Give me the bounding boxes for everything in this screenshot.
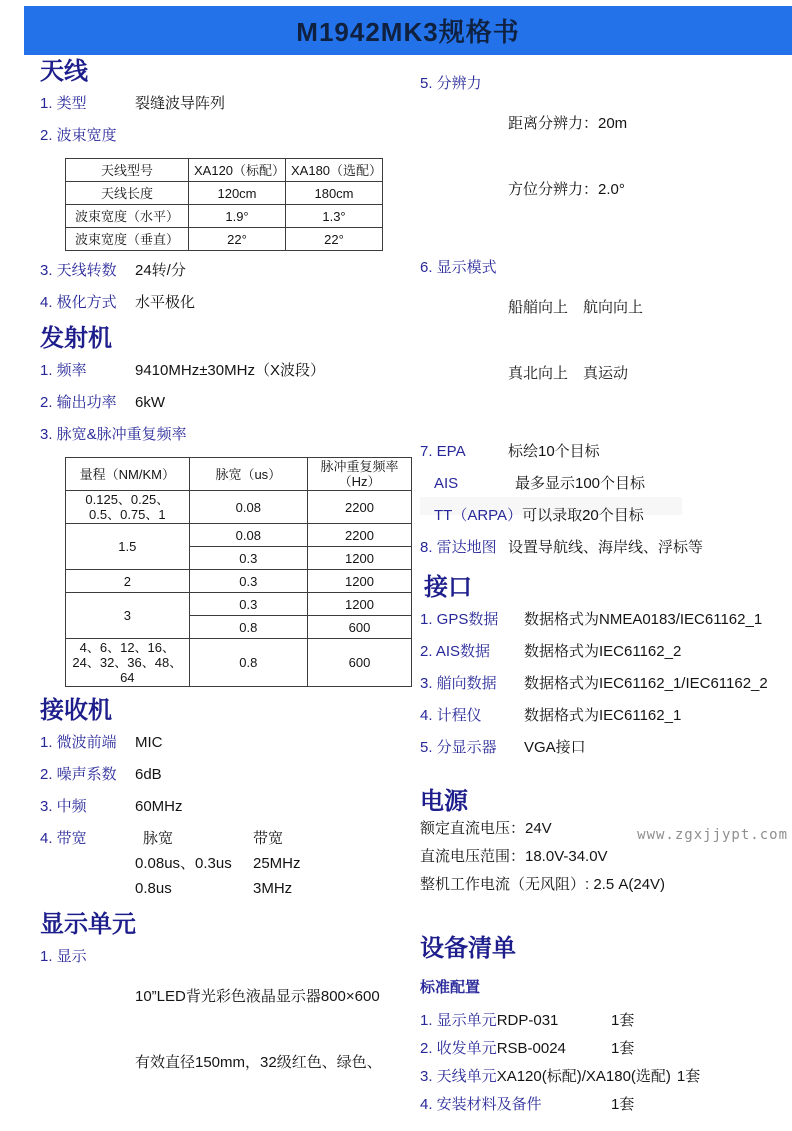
noise-figure-row <box>40 765 412 785</box>
gps-data-label: 1. GPS数据 <box>420 611 499 628</box>
equipment-item-qty: 1套 <box>611 1040 635 1057</box>
table-cell: 0.3 <box>189 547 307 570</box>
bandwidth-label: 4. 带宽 <box>40 830 87 847</box>
table-cell: 天线长度 <box>66 182 189 205</box>
epa-label: 7. EPA <box>420 443 466 460</box>
equipment-item-text <box>420 1067 671 1087</box>
heading-data-value: 数据格式为IEC61162_1/IEC61162_2 <box>524 675 768 692</box>
right-column <box>420 74 792 1123</box>
resolution-value <box>508 74 627 246</box>
output-power-row <box>40 393 412 413</box>
bw-pulse-value: 0.08us、0.3us <box>135 855 232 872</box>
display-value-line1: 10”LED背光彩色液晶显示器800×600 <box>135 988 380 1005</box>
display-value-line2: 有效直径150mm，32级红色、绿色、 <box>135 1054 382 1071</box>
table-cell: 量程（NM/KM） <box>66 458 190 491</box>
table-row <box>66 524 412 547</box>
bw-bandwidth-value: 3MHz <box>253 880 293 897</box>
table-cell: 0.8 <box>189 639 307 687</box>
standard-config-subheading: 标准配置 <box>420 979 481 996</box>
voltage-range-line: 直流电压范围：18.0V-34.0V <box>420 848 608 865</box>
table-row <box>66 491 412 524</box>
display-label: 1. 显示 <box>40 948 87 965</box>
table-cell: 0.08 <box>189 491 307 524</box>
table-cell: 0.3 <box>189 593 307 616</box>
beam-width-label: 2. 波束宽度 <box>40 127 117 144</box>
antenna-rotation-label: 3. 天线转数 <box>40 262 117 279</box>
sub-display-value: VGA接口 <box>524 739 586 756</box>
log-row <box>420 706 792 726</box>
resolution-label: 5. 分辨力 <box>420 75 482 92</box>
equipment-item-label: 3. 天线单元 <box>420 1068 497 1085</box>
equipment-item-transceiver-unit <box>420 1039 792 1059</box>
section-power-heading: 电源 <box>420 788 468 815</box>
equipment-item-text <box>420 1095 605 1115</box>
ais-label: AIS <box>434 475 459 492</box>
table-row <box>66 639 412 687</box>
beam-width-table <box>65 158 383 251</box>
equipment-item-model: XA120(标配)/XA180(选配) <box>496 1068 671 1085</box>
beam-width-row <box>40 126 412 146</box>
noise-figure-label: 2. 噪声系数 <box>40 766 117 783</box>
table-cell: 1.9° <box>189 205 286 228</box>
table-cell: 1.5 <box>66 524 190 570</box>
table-row <box>66 205 383 228</box>
display-mode-row <box>420 258 792 430</box>
table-cell: 120cm <box>189 182 286 205</box>
table-cell: XA180（选配） <box>286 159 383 182</box>
table-cell: 波束宽度（水平） <box>66 205 189 228</box>
antenna-rotation-value: 24转/分 <box>135 262 186 279</box>
table-row <box>66 228 383 251</box>
section-interface-heading: 接口 <box>424 574 472 601</box>
table-cell: 脉冲重复频率（Hz） <box>308 458 412 491</box>
table-cell: 4、6、12、16、24、32、36、48、64 <box>66 639 190 687</box>
working-current-line: 整机工作电流（无风阻）: 2.5 A(24V) <box>420 876 666 893</box>
heading-data-label: 3. 艏向数据 <box>420 675 497 692</box>
table-cell: 600 <box>308 616 412 639</box>
equipment-item-text <box>420 1039 605 1059</box>
table-cell: 脉宽（us） <box>189 458 307 491</box>
table-row <box>66 570 412 593</box>
table-cell: 2200 <box>308 524 412 547</box>
frontend-value: MIC <box>135 734 163 751</box>
bearing-resolution: 方位分辨力：2.0° <box>508 181 625 198</box>
frontend-label: 1. 微波前端 <box>40 734 117 751</box>
section-receiver-heading: 接收机 <box>40 697 112 724</box>
section-display-unit-heading: 显示单元 <box>40 911 136 938</box>
table-cell: 波束宽度（垂直） <box>66 228 189 251</box>
radar-map-row <box>420 538 792 558</box>
pulse-table <box>65 457 412 687</box>
table-row <box>66 458 412 491</box>
table-cell: 1.3° <box>286 205 383 228</box>
gps-data-row <box>420 610 792 630</box>
tt-arpa-value: 可以录取20个目标 <box>522 507 644 524</box>
table-cell: 22° <box>189 228 286 251</box>
table-cell: 0.08 <box>189 524 307 547</box>
display-mode-label: 6. 显示模式 <box>420 259 497 276</box>
ais-data-value: 数据格式为IEC61162_2 <box>524 643 682 660</box>
bw-col-pulse-header: 脉宽 <box>143 830 174 847</box>
table-cell: 2 <box>66 570 190 593</box>
bandwidth-row <box>40 829 412 899</box>
log-value: 数据格式为IEC61162_1 <box>524 707 682 724</box>
display-mode-line2: 真北向上 真运动 <box>508 365 629 382</box>
bw-col-bandwidth-header: 带宽 <box>253 830 284 847</box>
output-power-label: 2. 输出功率 <box>40 394 117 411</box>
equipment-item-text <box>420 1011 605 1031</box>
watermark-url: www.zgxjjypt.com <box>637 827 788 843</box>
frequency-value: 9410MHz±30MHz（X波段） <box>135 362 325 379</box>
display-mode-line1: 船艏向上 航向向上 <box>508 299 644 316</box>
antenna-type-label: 1. 类型 <box>40 95 87 112</box>
table-cell: 2200 <box>308 491 412 524</box>
bw-bandwidth-value: 25MHz <box>253 855 301 872</box>
table-row <box>66 159 383 182</box>
display-value <box>135 947 382 1119</box>
table-row <box>66 182 383 205</box>
if-row <box>40 797 412 817</box>
section-equipment-heading: 设备清单 <box>420 935 516 962</box>
ais-data-label: 2. AIS数据 <box>420 643 491 660</box>
frequency-label: 1. 频率 <box>40 362 87 379</box>
left-column <box>40 58 412 1131</box>
table-row <box>66 593 412 616</box>
noise-figure-value: 6dB <box>135 766 162 783</box>
equipment-item-antenna-unit <box>420 1067 792 1087</box>
ais-data-row <box>420 642 792 662</box>
table-cell: 天线型号 <box>66 159 189 182</box>
bandwidth-grid <box>135 829 301 899</box>
table-cell: XA120（标配） <box>189 159 286 182</box>
equipment-item-qty: 1套 <box>611 1096 635 1113</box>
antenna-rotation-row <box>40 261 412 281</box>
page-title: M1942MK3规格书 <box>296 17 520 47</box>
table-cell: 180cm <box>286 182 383 205</box>
equipment-item-label: 1. 显示单元 <box>420 1012 497 1029</box>
epa-value: 标绘10个目标 <box>508 443 600 460</box>
pulse-width-label: 3. 脉宽&脉冲重复频率 <box>40 426 187 443</box>
equipment-item-model: RDP-031 <box>496 1012 559 1029</box>
bw-pulse-value: 0.8us <box>135 880 172 897</box>
heading-data-row <box>420 674 792 694</box>
resolution-row <box>420 74 792 246</box>
table-cell: 0.125、0.25、0.5、0.75、1 <box>66 491 190 524</box>
if-value: 60MHz <box>135 798 183 815</box>
equipment-item-qty: 1套 <box>611 1012 635 1029</box>
frontend-row <box>40 733 412 753</box>
tt-arpa-row <box>420 506 792 526</box>
equipment-item-label: 2. 收发单元 <box>420 1040 497 1057</box>
ais-value: 最多显示100个目标 <box>515 475 646 492</box>
epa-row <box>420 442 792 462</box>
table-cell: 1200 <box>308 593 412 616</box>
title-bar <box>24 6 792 55</box>
if-label: 3. 中频 <box>40 798 87 815</box>
table-cell: 22° <box>286 228 383 251</box>
antenna-type-row <box>40 94 412 114</box>
section-antenna-heading: 天线 <box>40 58 88 85</box>
table-cell: 0.3 <box>189 570 307 593</box>
equipment-item-qty: 1套 <box>676 1068 701 1085</box>
radar-map-value: 设置导航线、海岸线、浮标等 <box>508 539 704 556</box>
rated-voltage-line: 额定直流电压：24V <box>420 820 552 837</box>
sub-display-label: 5. 分显示器 <box>420 739 497 756</box>
gps-data-value: 数据格式为NMEA0183/IEC61162_1 <box>524 611 763 628</box>
equipment-item-label: 4. 安装材料及备件 <box>420 1096 542 1113</box>
section-transmitter-heading: 发射机 <box>40 325 112 352</box>
range-resolution: 距离分辨力：20m <box>508 115 628 132</box>
output-power-value: 6kW <box>135 394 165 411</box>
antenna-type-value: 裂缝波导阵列 <box>135 95 226 112</box>
tt-arpa-label: TT（ARPA） <box>434 507 523 524</box>
display-row <box>40 947 412 1119</box>
polarization-value: 水平极化 <box>135 294 196 311</box>
ais-row <box>420 474 792 494</box>
sub-display-row <box>420 738 792 758</box>
equipment-item-display-unit <box>420 1011 792 1031</box>
frequency-row <box>40 361 412 381</box>
equipment-item-install-materials <box>420 1095 792 1115</box>
polarization-row <box>40 293 412 313</box>
table-cell: 600 <box>308 639 412 687</box>
table-cell: 1200 <box>308 547 412 570</box>
table-cell: 0.8 <box>189 616 307 639</box>
radar-map-label: 8. 雷达地图 <box>420 539 497 556</box>
table-cell: 1200 <box>308 570 412 593</box>
pulse-width-row <box>40 425 412 445</box>
log-label: 4. 计程仪 <box>420 707 482 724</box>
equipment-item-model: RSB-0024 <box>496 1040 566 1057</box>
table-cell: 3 <box>66 593 190 639</box>
display-mode-value <box>508 258 643 430</box>
polarization-label: 4. 极化方式 <box>40 294 117 311</box>
interface-list <box>420 610 792 758</box>
